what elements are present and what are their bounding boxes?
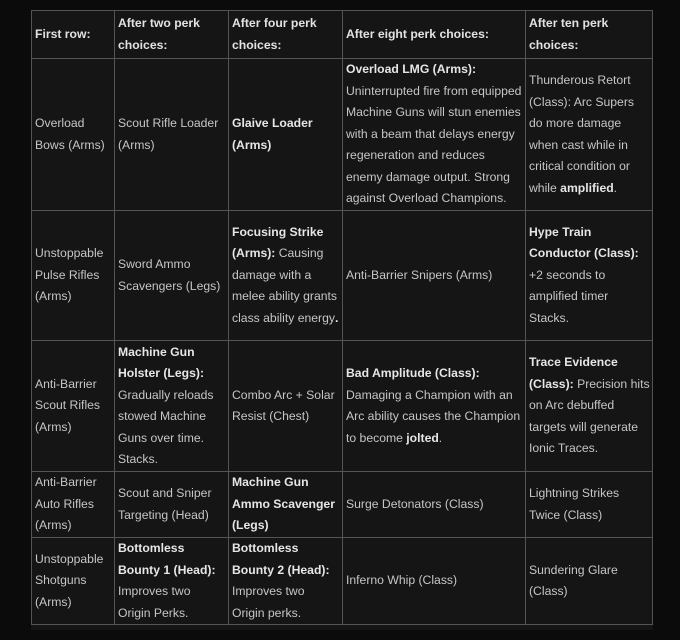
table-cell: Glaive Loader (Arms) bbox=[229, 59, 343, 211]
header-after-eight-perks: After eight perk choices: bbox=[343, 11, 526, 59]
table-cell: Trace Evidence (Class): Precision hits on Arc debuffed targets will generate Ionic Traces. bbox=[526, 341, 653, 472]
table-cell: Unstoppable Pulse Rifles (Arms) bbox=[32, 211, 115, 341]
table-cell: Surge Detonators (Class) bbox=[343, 472, 526, 538]
table-cell: Anti-Barrier Auto Rifles (Arms) bbox=[32, 472, 115, 538]
table-row bbox=[32, 341, 653, 472]
table-cell: Anti-Barrier Scout Rifles (Arms) bbox=[32, 341, 115, 472]
header-first-row: First row: bbox=[32, 11, 115, 59]
header-after-four-perks: After four perk choices: bbox=[229, 11, 343, 59]
table-cell: Machine Gun Ammo Scavenger (Legs) bbox=[229, 472, 343, 538]
table-row bbox=[32, 538, 653, 625]
perk-table-header bbox=[32, 11, 653, 59]
table-cell: Lightning Strikes Twice (Class) bbox=[526, 472, 653, 538]
table-cell: Overload LMG (Arms): Uninterrupted fire from equipped Machine Guns will stun enemies with a beam that delays energy regeneration and reduces enemy damage output. Strong against Overload Champions. bbox=[343, 59, 526, 211]
table-cell: Machine Gun Holster (Legs): Gradually reloads stowed Machine Guns over time. Stacks. bbox=[115, 341, 229, 472]
table-cell: Sword Ammo Scavengers (Legs) bbox=[115, 211, 229, 341]
table-cell: Unstoppable Shotguns (Arms) bbox=[32, 538, 115, 625]
table-cell: Focusing Strike (Arms): Causing damage with a melee ability grants class ability energy. bbox=[229, 211, 343, 341]
table-cell: Combo Arc + Solar Resist (Chest) bbox=[229, 341, 343, 472]
table-cell: Bottomless Bounty 1 (Head): Improves two Origin Perks. bbox=[115, 538, 229, 625]
table-cell: Hype Train Conductor (Class): +2 seconds to amplified timer Stacks. bbox=[526, 211, 653, 341]
perk-table-panel bbox=[31, 10, 653, 630]
table-cell: Sundering Glare (Class) bbox=[526, 538, 653, 625]
header-after-two-perks: After two perk choices: bbox=[115, 11, 229, 59]
table-cell: Inferno Whip (Class) bbox=[343, 538, 526, 625]
table-cell: Bad Amplitude (Class): Damaging a Champion with an Arc ability causes the Champion to become jolted. bbox=[343, 341, 526, 472]
table-cell: Anti-Barrier Snipers (Arms) bbox=[343, 211, 526, 341]
table-row bbox=[32, 59, 653, 211]
table-row bbox=[32, 211, 653, 341]
table-cell: Scout and Sniper Targeting (Head) bbox=[115, 472, 229, 538]
perk-table-body bbox=[32, 59, 653, 625]
table-cell: Scout Rifle Loader (Arms) bbox=[115, 59, 229, 211]
header-after-ten-perks: After ten perk choices: bbox=[526, 11, 653, 59]
table-cell: Thunderous Retort (Class): Arc Supers do more damage when cast while in critical condition or while amplified. bbox=[526, 59, 653, 211]
table-cell: Overload Bows (Arms) bbox=[32, 59, 115, 211]
perk-table bbox=[31, 10, 653, 625]
table-row bbox=[32, 472, 653, 538]
table-cell: Bottomless Bounty 2 (Head): Improves two Origin perks. bbox=[229, 538, 343, 625]
header-row bbox=[32, 11, 653, 59]
